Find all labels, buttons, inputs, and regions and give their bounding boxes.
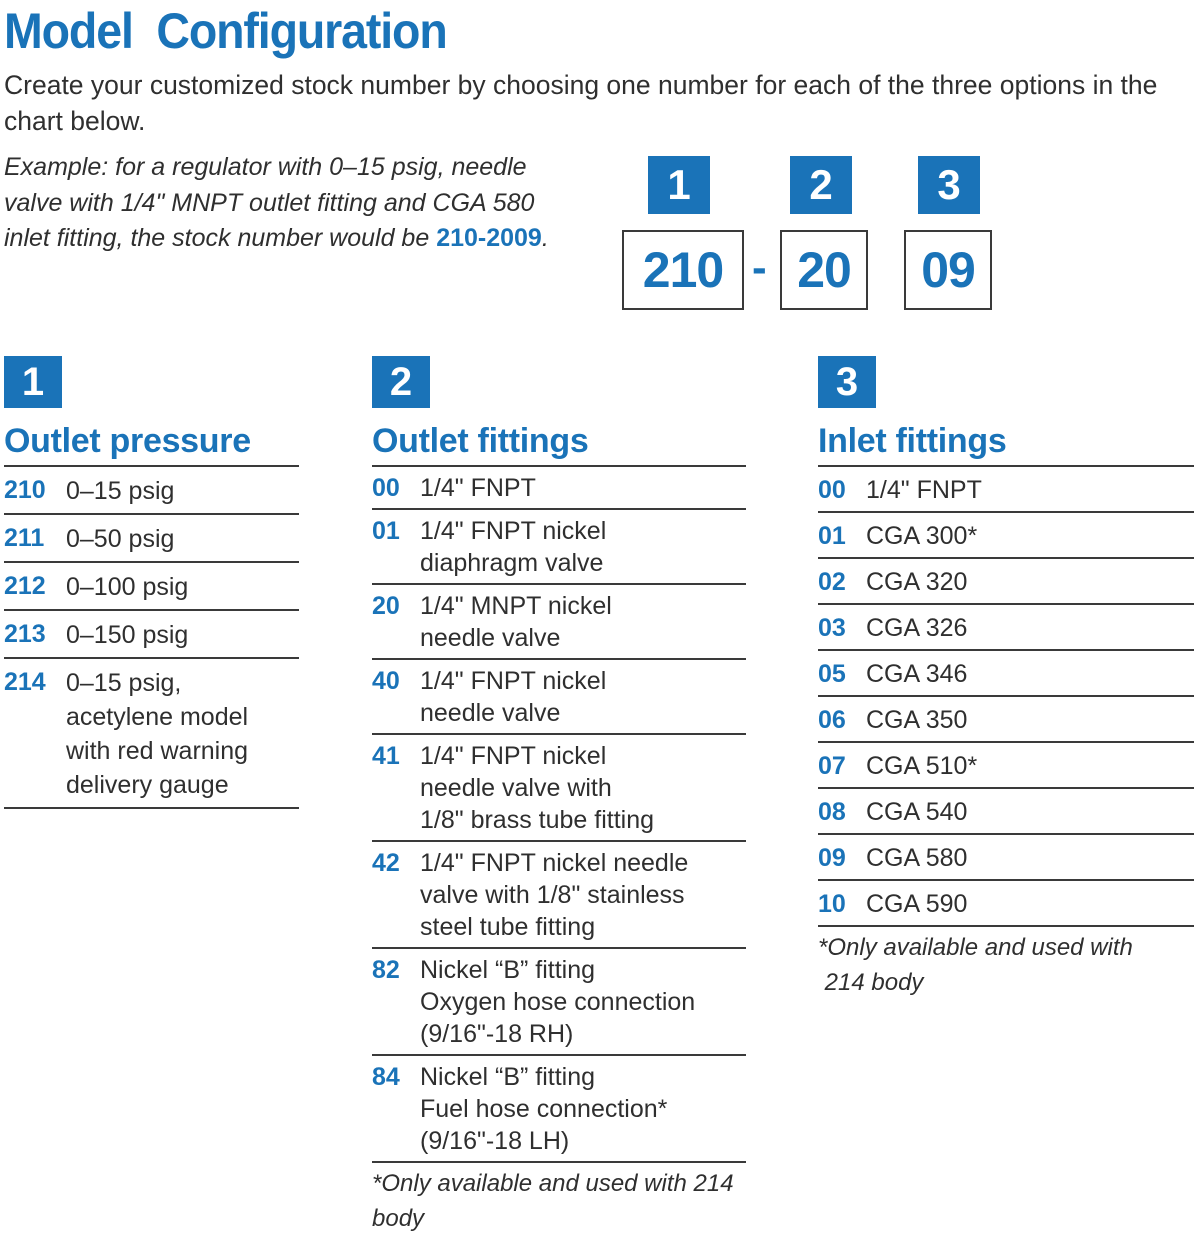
- outlet-pressure-row: [4, 611, 299, 659]
- example-stock-number: 210-2009: [436, 224, 542, 252]
- option-code: 00: [818, 476, 846, 504]
- outlet-pressure-column: [4, 356, 299, 809]
- outlet-pressure-row: [4, 563, 299, 611]
- option-code: 00: [372, 474, 400, 502]
- option-code: 06: [818, 706, 846, 734]
- option-code: 05: [818, 660, 846, 688]
- option-code: 03: [818, 614, 846, 642]
- option-description: CGA 510*: [866, 752, 978, 780]
- inlet-fittings-row: [818, 881, 1194, 927]
- option-code: 01: [818, 522, 846, 550]
- option-description: CGA 300*: [866, 522, 978, 550]
- option-description: CGA 590: [866, 890, 968, 918]
- section-badge-3: 3: [818, 356, 876, 408]
- example-badge-2: 2: [790, 156, 852, 214]
- inlet-fittings-row: [818, 835, 1194, 881]
- option-description: 0–100 psig: [66, 573, 189, 601]
- option-description: 0–150 psig: [66, 621, 189, 649]
- option-description: CGA 540: [866, 798, 968, 826]
- inlet-fittings-row: [818, 743, 1194, 789]
- inlet-fittings-row: [818, 605, 1194, 651]
- example-dash: -: [752, 243, 767, 292]
- option-code: 84: [372, 1063, 400, 1091]
- option-code: 02: [818, 568, 846, 596]
- outlet-fittings-row: [372, 585, 746, 660]
- option-code: 09: [818, 844, 846, 872]
- outlet-fittings-heading: Outlet fittings: [372, 418, 746, 467]
- option-code: 82: [372, 956, 400, 984]
- option-code: 211: [4, 524, 45, 552]
- example-box-outlet-fitting: 20: [780, 230, 868, 310]
- option-code: 20: [372, 592, 400, 620]
- option-description: 1/4" FNPT: [866, 476, 982, 504]
- outlet-fittings-row: [372, 949, 746, 1056]
- example-box-inlet-fitting: 09: [904, 230, 992, 310]
- section-badge-2: 2: [372, 356, 430, 408]
- option-description: 1/4" MNPT nickel needle valve: [420, 592, 612, 652]
- option-description: 0–15 psig, acetylene model with red warning delivery gauge: [66, 669, 249, 799]
- inlet-fittings-footnote: *Only available and used with 214 body: [818, 934, 1133, 996]
- inlet-fittings-column: [818, 356, 1194, 1000]
- outlet-fittings-row: [372, 660, 746, 735]
- option-code: 42: [372, 849, 400, 877]
- example-box-outlet-pressure: 210: [622, 230, 744, 310]
- option-code: 07: [818, 752, 846, 780]
- intro-text: Create your customized stock number by choosing one number for each of the three options in the chart below.: [4, 70, 1158, 136]
- option-description: 1/4" FNPT nickel needle valve with 1/8" stainless steel tube fitting: [420, 849, 689, 941]
- example-end: .: [541, 224, 549, 252]
- inlet-fittings-row: [818, 559, 1194, 605]
- example-badge-1: 1: [648, 156, 710, 214]
- page-title: Model Configuration: [4, 3, 447, 59]
- option-description: CGA 350: [866, 706, 968, 734]
- outlet-pressure-row: [4, 515, 299, 563]
- outlet-pressure-heading: Outlet pressure: [4, 418, 299, 467]
- option-description: 0–50 psig: [66, 525, 175, 553]
- option-code: 213: [4, 620, 46, 648]
- outlet-fittings-footnote: *Only available and used with 214 body: [372, 1170, 734, 1232]
- option-code: 214: [4, 668, 46, 696]
- outlet-pressure-row: [4, 467, 299, 515]
- example-sentence: Example: for a regulator with 0–15 psig, needle valve with 1/4" MNPT outlet fitting and CGA 580 inlet fitting, the stock number would be: [4, 153, 535, 252]
- inlet-fittings-row: [818, 651, 1194, 697]
- outlet-fittings-row: [372, 842, 746, 949]
- outlet-fittings-row: [372, 467, 746, 510]
- option-description: 1/4" FNPT nickel diaphragm valve: [420, 517, 607, 577]
- inlet-fittings-row: [818, 697, 1194, 743]
- outlet-pressure-row: [4, 659, 299, 809]
- option-description: 1/4" FNPT: [420, 474, 536, 502]
- option-code: 08: [818, 798, 846, 826]
- option-code: 01: [372, 517, 400, 545]
- outlet-fittings-row: [372, 510, 746, 585]
- option-code: 210: [4, 476, 46, 504]
- inlet-fittings-row: [818, 467, 1194, 513]
- option-description: CGA 326: [866, 614, 968, 642]
- example-badge-3: 3: [918, 156, 980, 214]
- inlet-fittings-row: [818, 789, 1194, 835]
- outlet-fittings-row: [372, 1056, 746, 1163]
- option-description: Nickel “B” fitting Oxygen hose connection (9/16"-18 RH): [420, 956, 696, 1048]
- option-code: 41: [372, 742, 400, 770]
- option-description: Nickel “B” fitting Fuel hose connection* (9/16"-18 LH): [420, 1063, 668, 1155]
- inlet-fittings-row: [818, 513, 1194, 559]
- option-description: 1/4" FNPT nickel needle valve: [420, 667, 607, 727]
- inlet-fittings-heading: Inlet fittings: [818, 418, 1194, 467]
- outlet-fittings-row: [372, 735, 746, 842]
- option-description: 1/4" FNPT nickel needle valve with 1/8" brass tube fitting: [420, 742, 655, 834]
- outlet-fittings-column: [372, 356, 746, 1236]
- option-description: CGA 346: [866, 660, 968, 688]
- example-text: [4, 150, 584, 257]
- option-description: 0–15 psig: [66, 477, 175, 505]
- section-badge-1: 1: [4, 356, 62, 408]
- option-code: 212: [4, 572, 46, 600]
- option-description: CGA 580: [866, 844, 968, 872]
- option-code: 40: [372, 667, 400, 695]
- option-code: 10: [818, 890, 846, 918]
- option-description: CGA 320: [866, 568, 968, 596]
